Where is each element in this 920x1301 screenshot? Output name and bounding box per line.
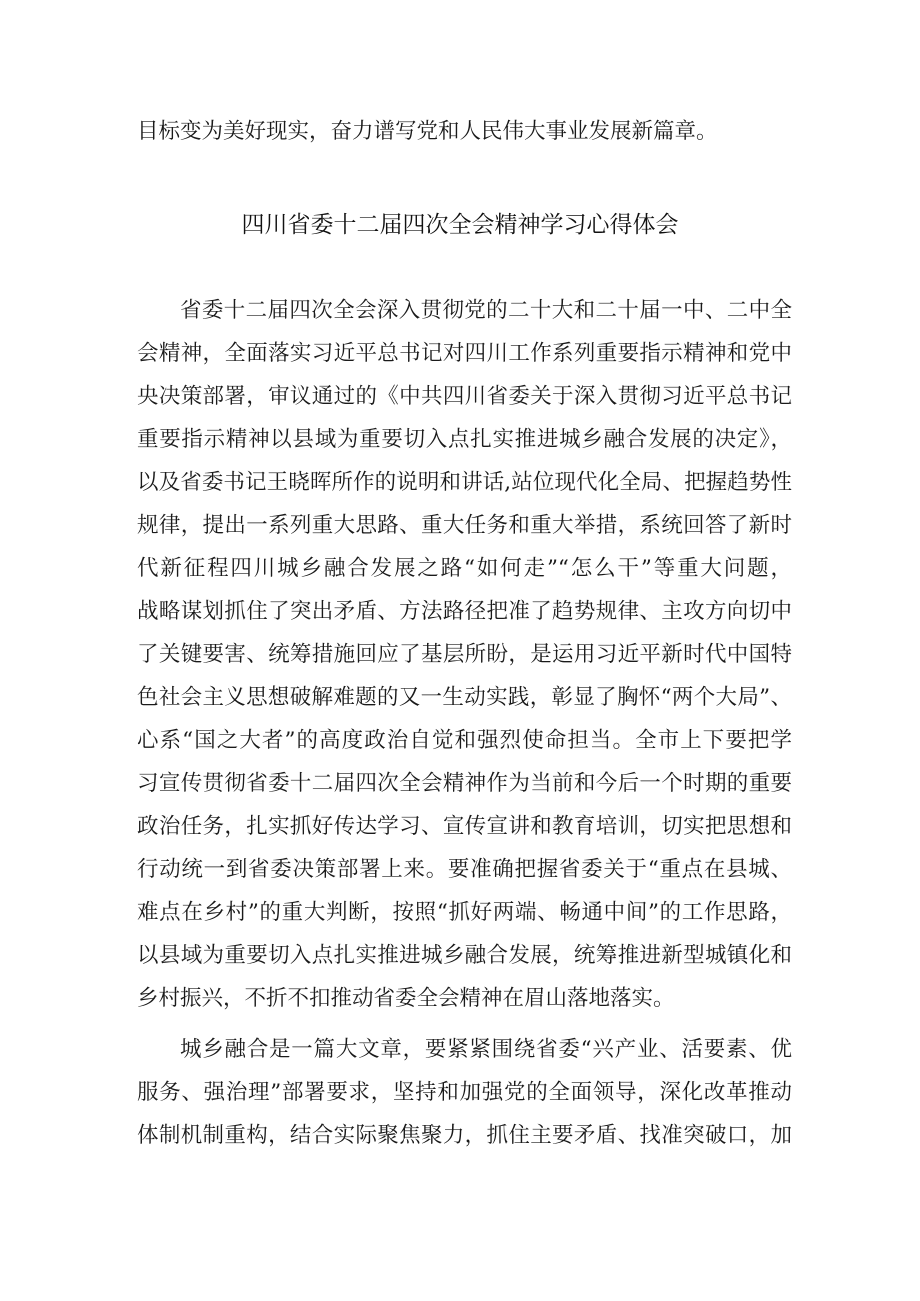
paragraph-line: 体制机制重构，结合实际聚焦聚力，抓住主要矛盾、找准突破口，加 [137, 1123, 792, 1148]
paragraph-line: 代新征程四川城乡融合发展之路“如何走”“怎么干”等重大问题， [137, 556, 792, 581]
paragraph-line: 色社会主义思想破解难题的又一生动实践，彰显了胸怀“两个大局”、 [137, 685, 792, 710]
paragraph-line: 省委十二届四次全会深入贯彻党的二十大和二十届一中、二中全 [180, 298, 792, 323]
paragraph-line: 重要指示精神以县域为重要切入点扎实推进城乡融合发展的决定》， [137, 427, 792, 452]
document-title: 四川省委十二届四次全会精神学习心得体会 [241, 212, 679, 238]
paragraph-line: 央决策部署，审议通过的《中共四川省委关于深入贯彻习近平总书记 [137, 384, 792, 409]
paragraph-line: 难点在乡村”的重大判断，按照“抓好两端、畅通中间”的工作思路， [137, 900, 792, 925]
paragraph-line: 以县域为重要切入点扎实推进城乡融合发展，统筹推进新型城镇化和 [137, 943, 792, 968]
paragraph-line: 会精神，全面落实习近平总书记对四川工作系列重要指示精神和党中 [137, 341, 792, 366]
paragraph-line: 战略谋划抓住了突出矛盾、方法路径把准了趋势规律、主攻方向切中 [137, 599, 792, 624]
paragraph-line: 规律，提出一系列重大思路、重大任务和重大举措，系统回答了新时 [137, 513, 792, 538]
paragraph-line: 行动统一到省委决策部署上来。要准确把握省委关于“重点在县城、 [137, 857, 792, 882]
paragraph-line: 乡村振兴，不折不扣推动省委全会精神在眉山落地落实。 [137, 986, 675, 1011]
paragraph-line: 服务、强治理”部署要求，坚持和加强党的全面领导，深化改革推动 [137, 1080, 792, 1105]
paragraph-line: 习宣传贯彻省委十二届四次全会精神作为当前和今后一个时期的重要 [137, 771, 792, 796]
paragraph-line: 了关键要害、统筹措施回应了基层所盼，是运用习近平新时代中国特 [137, 642, 792, 667]
continuation-line: 目标变为美好现实，奋力谱写党和人民伟大事业发展新篇章。 [137, 119, 718, 144]
paragraph-line: 政治任务，扎实抓好传达学习、宣传宣讲和教育培训，切实把思想和 [137, 814, 792, 839]
paragraph-line: 城乡融合是一篇大文章，要紧紧围绕省委“兴产业、活要素、优 [180, 1037, 792, 1062]
paragraph-line: 以及省委书记王晓晖所作的说明和讲话,站位现代化全局、把握趋势性 [137, 470, 792, 495]
paragraph-line: 心系“国之大者”的高度政治自觉和强烈使命担当。全市上下要把学 [137, 728, 792, 753]
